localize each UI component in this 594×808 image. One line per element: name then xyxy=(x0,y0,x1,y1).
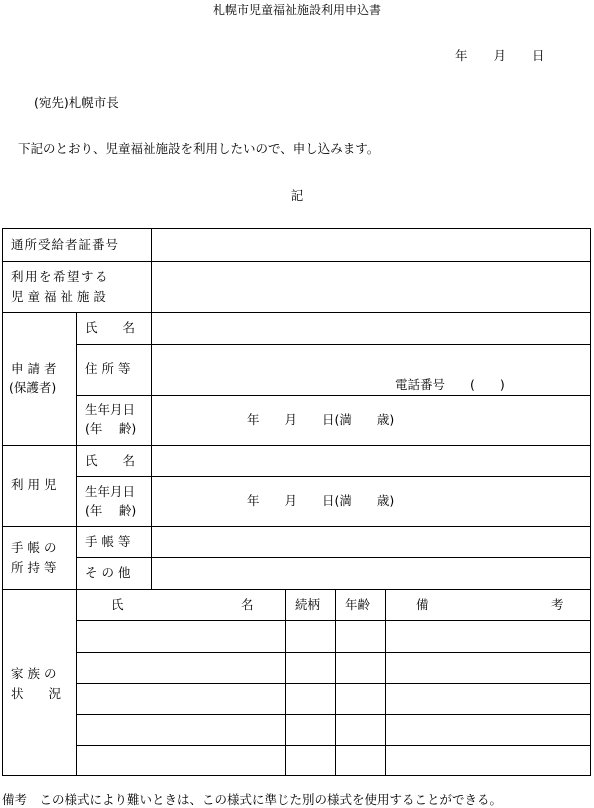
family-header-name-left: 氏 xyxy=(111,597,124,612)
date-month: 月 xyxy=(493,48,507,63)
notebook-label-line2: 所 持 等 xyxy=(11,560,57,575)
family-header-name-right: 名 xyxy=(241,597,254,612)
form-title: 札幌市児童福祉施設利用申込書 xyxy=(212,3,381,17)
date-year: 年 xyxy=(455,48,468,63)
notebook-label-line1: 手 帳 の xyxy=(11,540,57,555)
date-line xyxy=(455,46,571,64)
facility-label-line1: 利用を希望する xyxy=(11,269,110,284)
facility-label-line2: 児 童 福 祉 施 設 xyxy=(11,289,106,304)
family-label-line1: 家 族 の xyxy=(11,666,57,681)
family-label-line2: 状 況 xyxy=(11,686,62,701)
child-birth-value: 年 月 日(満 歳) xyxy=(247,493,395,508)
applicant-address-label: 住 所 等 xyxy=(85,361,131,376)
applicant-birth-label-line1: 生年月日 xyxy=(85,402,136,417)
family-header-age: 年齢 xyxy=(345,597,371,612)
intro-text: 下記のとおり、児童福祉施設を利用したいので、申し込みます。 xyxy=(18,141,380,156)
applicant-label-line1: 申 請 者 xyxy=(11,361,57,376)
application-form-table xyxy=(2,228,591,776)
certificate-number-label: 通所受給者証番号 xyxy=(11,237,120,252)
applicant-birth-label-line2: (年 齢) xyxy=(85,421,137,436)
family-header-remarks-left: 備 xyxy=(416,597,429,612)
addressee: (宛先)札幌市長 xyxy=(34,95,119,110)
ki-heading: 記 xyxy=(290,188,304,203)
applicant-birth-value: 年 月 日(満 歳) xyxy=(247,412,395,427)
notebook-type-label: 手 帳 等 xyxy=(85,534,131,549)
phone-label: 電話番号 ( ) xyxy=(395,377,505,392)
child-birth-label-line1: 生年月日 xyxy=(85,484,136,499)
child-birth-label-line2: (年 齢) xyxy=(85,503,137,518)
child-label: 利 用 児 xyxy=(11,477,57,492)
family-header-relation: 続柄 xyxy=(295,597,321,612)
applicant-name-label: 氏 名 xyxy=(85,320,136,335)
note-text: 備考 この様式により難いときは、この様式に準じた別の様式を使用することができる。 xyxy=(2,792,503,807)
date-day: 日 xyxy=(532,48,545,63)
applicant-label-line2: (保護者) xyxy=(9,380,57,395)
child-name-label: 氏 名 xyxy=(85,453,136,468)
notebook-other-label: そ の 他 xyxy=(85,565,131,580)
family-header-remarks-right: 考 xyxy=(551,597,564,612)
